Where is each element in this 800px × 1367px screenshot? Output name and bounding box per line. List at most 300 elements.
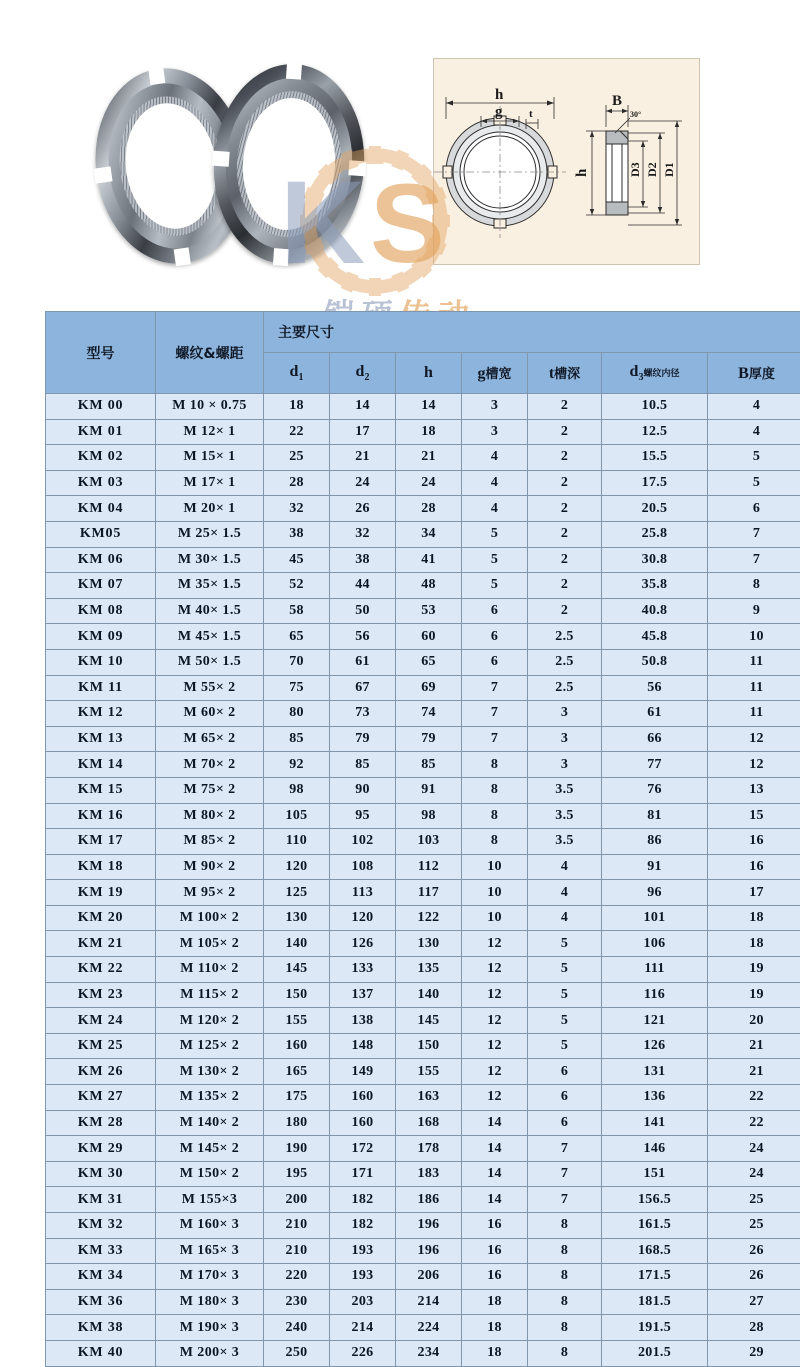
table-row	[46, 803, 800, 829]
cell-g: 16	[462, 1213, 528, 1239]
cell-model: KM 04	[46, 496, 156, 522]
cell-t: 2	[528, 419, 602, 445]
cell-d1: 58	[264, 598, 330, 624]
cell-d3: 101	[602, 905, 708, 931]
cell-b: 26	[708, 1264, 800, 1290]
cell-model: KM 27	[46, 1085, 156, 1111]
cell-thread: M 60× 2	[156, 701, 264, 727]
cell-d3: 45.8	[602, 624, 708, 650]
cell-d1: 165	[264, 1059, 330, 1085]
table-row	[46, 649, 800, 675]
cell-t: 8	[528, 1289, 602, 1315]
cell-h: 145	[396, 1008, 462, 1034]
table-row	[46, 1008, 800, 1034]
table-row	[46, 1213, 800, 1239]
header-h: h	[396, 353, 462, 394]
cell-model: KM 28	[46, 1110, 156, 1136]
cell-d3: 126	[602, 1033, 708, 1059]
table-row	[46, 547, 800, 573]
cell-b: 4	[708, 419, 800, 445]
table-row	[46, 726, 800, 752]
cell-h: 48	[396, 573, 462, 599]
cell-b: 17	[708, 880, 800, 906]
watermark-letter-s: S	[370, 168, 445, 280]
cell-b: 13	[708, 777, 800, 803]
cell-thread: M 165× 3	[156, 1238, 264, 1264]
cell-b: 12	[708, 726, 800, 752]
cell-h: 28	[396, 496, 462, 522]
cell-d1: 18	[264, 394, 330, 420]
cell-d2: 148	[330, 1033, 396, 1059]
table-row	[46, 1340, 800, 1366]
cell-t: 5	[528, 1008, 602, 1034]
nut-slot	[286, 62, 302, 80]
cell-h: 98	[396, 803, 462, 829]
cell-d2: 14	[330, 394, 396, 420]
cell-d2: 24	[330, 470, 396, 496]
cell-thread: M 17× 1	[156, 470, 264, 496]
cell-d1: 155	[264, 1008, 330, 1034]
cell-g: 3	[462, 419, 528, 445]
cell-d2: 113	[330, 880, 396, 906]
cell-t: 2	[528, 496, 602, 522]
cell-t: 4	[528, 880, 602, 906]
cell-model: KM 18	[46, 854, 156, 880]
cell-b: 11	[708, 649, 800, 675]
cell-t: 8	[528, 1264, 602, 1290]
cell-h: 163	[396, 1085, 462, 1111]
drawing-label-B: B	[612, 93, 622, 109]
table-row	[46, 1136, 800, 1162]
table-row	[46, 470, 800, 496]
cell-d2: 102	[330, 829, 396, 855]
nut-slot	[212, 151, 230, 167]
cell-h: 41	[396, 547, 462, 573]
cell-d2: 50	[330, 598, 396, 624]
cell-g: 6	[462, 598, 528, 624]
cell-g: 12	[462, 1033, 528, 1059]
cell-thread: M 95× 2	[156, 880, 264, 906]
cell-d2: 56	[330, 624, 396, 650]
cell-h: 74	[396, 701, 462, 727]
cell-b: 16	[708, 829, 800, 855]
cell-g: 16	[462, 1238, 528, 1264]
cell-b: 19	[708, 982, 800, 1008]
cell-model: KM 06	[46, 547, 156, 573]
cell-g: 5	[462, 547, 528, 573]
cell-t: 6	[528, 1110, 602, 1136]
cell-d1: 140	[264, 931, 330, 957]
cell-h: 214	[396, 1289, 462, 1315]
cell-d1: 70	[264, 649, 330, 675]
nut-slot	[94, 166, 113, 183]
table-row	[46, 752, 800, 778]
cell-b: 5	[708, 470, 800, 496]
cell-h: 79	[396, 726, 462, 752]
cell-thread: M 170× 3	[156, 1264, 264, 1290]
cell-model: KM 11	[46, 675, 156, 701]
cell-b: 19	[708, 957, 800, 983]
table-row	[46, 957, 800, 983]
cell-t: 5	[528, 982, 602, 1008]
cell-d2: 85	[330, 752, 396, 778]
cell-t: 8	[528, 1238, 602, 1264]
cell-h: 53	[396, 598, 462, 624]
cell-d2: 214	[330, 1315, 396, 1341]
cell-thread: M 190× 3	[156, 1315, 264, 1341]
cell-thread: M 115× 2	[156, 982, 264, 1008]
cell-g: 8	[462, 777, 528, 803]
cell-d2: 138	[330, 1008, 396, 1034]
cell-d2: 73	[330, 701, 396, 727]
cell-d3: 56	[602, 675, 708, 701]
specification-table	[45, 311, 800, 1367]
cell-h: 60	[396, 624, 462, 650]
cell-d3: 40.8	[602, 598, 708, 624]
cell-thread: M 65× 2	[156, 726, 264, 752]
table-row	[46, 931, 800, 957]
header-b-thickness: B厚度	[708, 353, 800, 394]
cell-model: KM 00	[46, 394, 156, 420]
cell-b: 15	[708, 803, 800, 829]
cell-b: 22	[708, 1085, 800, 1111]
cell-h: 135	[396, 957, 462, 983]
cell-d2: 67	[330, 675, 396, 701]
cell-g: 8	[462, 803, 528, 829]
cell-t: 5	[528, 931, 602, 957]
cell-d1: 210	[264, 1213, 330, 1239]
cell-b: 9	[708, 598, 800, 624]
cell-b: 12	[708, 752, 800, 778]
cell-t: 2.5	[528, 624, 602, 650]
cell-d1: 98	[264, 777, 330, 803]
cell-d3: 61	[602, 701, 708, 727]
cell-b: 7	[708, 547, 800, 573]
cell-d1: 52	[264, 573, 330, 599]
nut-slot	[174, 247, 191, 266]
cell-thread: M 15× 1	[156, 445, 264, 471]
cell-d2: 182	[330, 1187, 396, 1213]
cell-g: 18	[462, 1340, 528, 1366]
cell-thread: M 100× 2	[156, 905, 264, 931]
table-row	[46, 880, 800, 906]
table-row	[46, 1110, 800, 1136]
table-row	[46, 1161, 800, 1187]
cell-d2: 182	[330, 1213, 396, 1239]
cell-thread: M 150× 2	[156, 1161, 264, 1187]
cell-thread: M 30× 1.5	[156, 547, 264, 573]
cell-model: KM05	[46, 521, 156, 547]
cell-h: 155	[396, 1059, 462, 1085]
cell-b: 21	[708, 1033, 800, 1059]
cell-h: 196	[396, 1238, 462, 1264]
cell-thread: M 12× 1	[156, 419, 264, 445]
cell-d3: 146	[602, 1136, 708, 1162]
cell-h: 112	[396, 854, 462, 880]
cell-d1: 120	[264, 854, 330, 880]
cell-d2: 90	[330, 777, 396, 803]
cell-g: 5	[462, 573, 528, 599]
cell-d3: 191.5	[602, 1315, 708, 1341]
cell-t: 4	[528, 854, 602, 880]
table-row	[46, 1264, 800, 1290]
cell-h: 34	[396, 521, 462, 547]
cell-d2: 126	[330, 931, 396, 957]
cell-model: KM 38	[46, 1315, 156, 1341]
table-row	[46, 829, 800, 855]
cell-g: 10	[462, 905, 528, 931]
cell-h: 150	[396, 1033, 462, 1059]
cell-t: 8	[528, 1315, 602, 1341]
header-model: 型号	[46, 312, 156, 394]
specification-table-container	[45, 311, 755, 1367]
cell-d1: 22	[264, 419, 330, 445]
cell-d1: 92	[264, 752, 330, 778]
header-t-slot-depth: t槽深	[528, 353, 602, 394]
cell-b: 24	[708, 1161, 800, 1187]
cell-d2: 21	[330, 445, 396, 471]
cell-model: KM 26	[46, 1059, 156, 1085]
cell-d3: 131	[602, 1059, 708, 1085]
cell-model: KM 08	[46, 598, 156, 624]
cell-g: 12	[462, 982, 528, 1008]
cell-thread: M 25× 1.5	[156, 521, 264, 547]
cell-d1: 145	[264, 957, 330, 983]
table-row	[46, 701, 800, 727]
cell-d1: 195	[264, 1161, 330, 1187]
cell-t: 2	[528, 573, 602, 599]
cell-model: KM 20	[46, 905, 156, 931]
cell-d1: 150	[264, 982, 330, 1008]
drawing-label-d2: D2	[645, 162, 659, 177]
cell-model: KM 03	[46, 470, 156, 496]
cell-d1: 38	[264, 521, 330, 547]
cell-thread: M 145× 2	[156, 1136, 264, 1162]
cell-g: 6	[462, 649, 528, 675]
cell-b: 18	[708, 905, 800, 931]
cell-t: 2.5	[528, 649, 602, 675]
header-d2: $d_2$	[330, 353, 396, 394]
cell-t: 6	[528, 1059, 602, 1085]
cell-thread: M 70× 2	[156, 752, 264, 778]
cell-thread: M 140× 2	[156, 1110, 264, 1136]
cell-t: 2	[528, 394, 602, 420]
cell-model: KM 13	[46, 726, 156, 752]
cell-thread: M 155×3	[156, 1187, 264, 1213]
cell-b: 24	[708, 1136, 800, 1162]
cell-model: KM 34	[46, 1264, 156, 1290]
cell-t: 2	[528, 547, 602, 573]
table-row	[46, 982, 800, 1008]
cell-b: 22	[708, 1110, 800, 1136]
cell-d3: 15.5	[602, 445, 708, 471]
cell-d2: 108	[330, 854, 396, 880]
cell-d3: 121	[602, 1008, 708, 1034]
cell-model: KM 23	[46, 982, 156, 1008]
cell-b: 25	[708, 1187, 800, 1213]
drawing-label-h-top: h	[495, 87, 504, 103]
cell-b: 29	[708, 1340, 800, 1366]
cell-d1: 125	[264, 880, 330, 906]
table-row	[46, 496, 800, 522]
cell-d1: 105	[264, 803, 330, 829]
cell-t: 2	[528, 521, 602, 547]
cell-d1: 110	[264, 829, 330, 855]
cell-thread: M 160× 3	[156, 1213, 264, 1239]
table-body	[46, 394, 800, 1367]
cell-d2: 160	[330, 1085, 396, 1111]
cell-thread: M 90× 2	[156, 854, 264, 880]
cell-b: 18	[708, 931, 800, 957]
cell-d1: 220	[264, 1264, 330, 1290]
cell-thread: M 110× 2	[156, 957, 264, 983]
cell-thread: M 50× 1.5	[156, 649, 264, 675]
cell-d1: 85	[264, 726, 330, 752]
cell-d2: 171	[330, 1161, 396, 1187]
cell-d2: 38	[330, 547, 396, 573]
cell-d3: 10.5	[602, 394, 708, 420]
cell-model: KM 14	[46, 752, 156, 778]
cell-thread: M 20× 1	[156, 496, 264, 522]
table-row	[46, 573, 800, 599]
cell-d3: 168.5	[602, 1238, 708, 1264]
cell-h: 168	[396, 1110, 462, 1136]
cell-h: 140	[396, 982, 462, 1008]
drawing-label-d3: D3	[628, 162, 642, 177]
header-thread-pitch: 螺纹&螺距	[156, 312, 264, 394]
cell-d1: 65	[264, 624, 330, 650]
cell-thread: M 130× 2	[156, 1059, 264, 1085]
cell-thread: M 45× 1.5	[156, 624, 264, 650]
cell-h: 18	[396, 419, 462, 445]
cell-d1: 28	[264, 470, 330, 496]
table-row	[46, 905, 800, 931]
cell-h: 85	[396, 752, 462, 778]
cell-d3: 116	[602, 982, 708, 1008]
cell-h: 183	[396, 1161, 462, 1187]
cell-d2: 172	[330, 1136, 396, 1162]
cell-t: 2.5	[528, 675, 602, 701]
cell-thread: M 120× 2	[156, 1008, 264, 1034]
cell-model: KM 36	[46, 1289, 156, 1315]
table-row	[46, 1315, 800, 1341]
cell-model: KM 15	[46, 777, 156, 803]
lock-nut-photo-right	[207, 59, 371, 269]
cell-model: KM 24	[46, 1008, 156, 1034]
cell-d2: 137	[330, 982, 396, 1008]
cell-d3: 17.5	[602, 470, 708, 496]
cell-g: 14	[462, 1110, 528, 1136]
cell-t: 8	[528, 1340, 602, 1366]
cell-model: KM 16	[46, 803, 156, 829]
cell-d3: 111	[602, 957, 708, 983]
cell-thread: M 135× 2	[156, 1085, 264, 1111]
cell-b: 27	[708, 1289, 800, 1315]
cell-d3: 106	[602, 931, 708, 957]
cell-model: KM 32	[46, 1213, 156, 1239]
cell-g: 18	[462, 1315, 528, 1341]
cell-d1: 75	[264, 675, 330, 701]
cell-h: 196	[396, 1213, 462, 1239]
cell-b: 25	[708, 1213, 800, 1239]
cell-t: 2	[528, 470, 602, 496]
cell-d2: 17	[330, 419, 396, 445]
cell-t: 3	[528, 726, 602, 752]
cell-d3: 181.5	[602, 1289, 708, 1315]
cell-d1: 25	[264, 445, 330, 471]
cell-t: 3	[528, 701, 602, 727]
cell-g: 14	[462, 1136, 528, 1162]
cell-g: 10	[462, 880, 528, 906]
table-row	[46, 394, 800, 420]
nut-slot	[148, 66, 165, 85]
cell-model: KM 19	[46, 880, 156, 906]
cell-d3: 20.5	[602, 496, 708, 522]
cell-h: 103	[396, 829, 462, 855]
table-head	[46, 312, 800, 394]
cell-b: 10	[708, 624, 800, 650]
cell-g: 14	[462, 1161, 528, 1187]
cell-d2: 133	[330, 957, 396, 983]
cell-g: 12	[462, 1085, 528, 1111]
table-row	[46, 1238, 800, 1264]
header-main-dimensions: 主要尺寸	[264, 312, 800, 353]
cell-d1: 210	[264, 1238, 330, 1264]
watermark-letter-k: K	[280, 164, 365, 282]
cell-d3: 66	[602, 726, 708, 752]
drawing-label-t: t	[529, 108, 533, 120]
cell-g: 14	[462, 1187, 528, 1213]
cell-b: 4	[708, 394, 800, 420]
cell-d3: 156.5	[602, 1187, 708, 1213]
drawing-label-h-side: h	[574, 168, 590, 177]
cell-g: 4	[462, 470, 528, 496]
cell-model: KM 17	[46, 829, 156, 855]
cell-model: KM 33	[46, 1238, 156, 1264]
cell-thread: M 200× 3	[156, 1340, 264, 1366]
cell-d1: 45	[264, 547, 330, 573]
cell-h: 21	[396, 445, 462, 471]
cell-g: 8	[462, 752, 528, 778]
table-row	[46, 675, 800, 701]
cell-d2: 226	[330, 1340, 396, 1366]
cell-d1: 32	[264, 496, 330, 522]
nut-slot	[348, 160, 366, 176]
cell-d2: 149	[330, 1059, 396, 1085]
cell-d3: 96	[602, 880, 708, 906]
cell-t: 7	[528, 1136, 602, 1162]
table-row	[46, 445, 800, 471]
cell-d2: 32	[330, 521, 396, 547]
cell-model: KM 21	[46, 931, 156, 957]
cell-thread: M 125× 2	[156, 1033, 264, 1059]
table-row	[46, 521, 800, 547]
cell-model: KM 29	[46, 1136, 156, 1162]
cell-g: 7	[462, 701, 528, 727]
cell-thread: M 180× 3	[156, 1289, 264, 1315]
cell-h: 122	[396, 905, 462, 931]
cell-model: KM 12	[46, 701, 156, 727]
cell-g: 4	[462, 496, 528, 522]
cell-thread: M 40× 1.5	[156, 598, 264, 624]
table-header-row-1	[46, 312, 800, 353]
header-d3-thread-inner-dia: $d_3$螺纹内径	[602, 353, 708, 394]
cell-g: 7	[462, 726, 528, 752]
cell-d1: 175	[264, 1085, 330, 1111]
cell-d3: 25.8	[602, 521, 708, 547]
cell-h: 186	[396, 1187, 462, 1213]
cell-h: 117	[396, 880, 462, 906]
